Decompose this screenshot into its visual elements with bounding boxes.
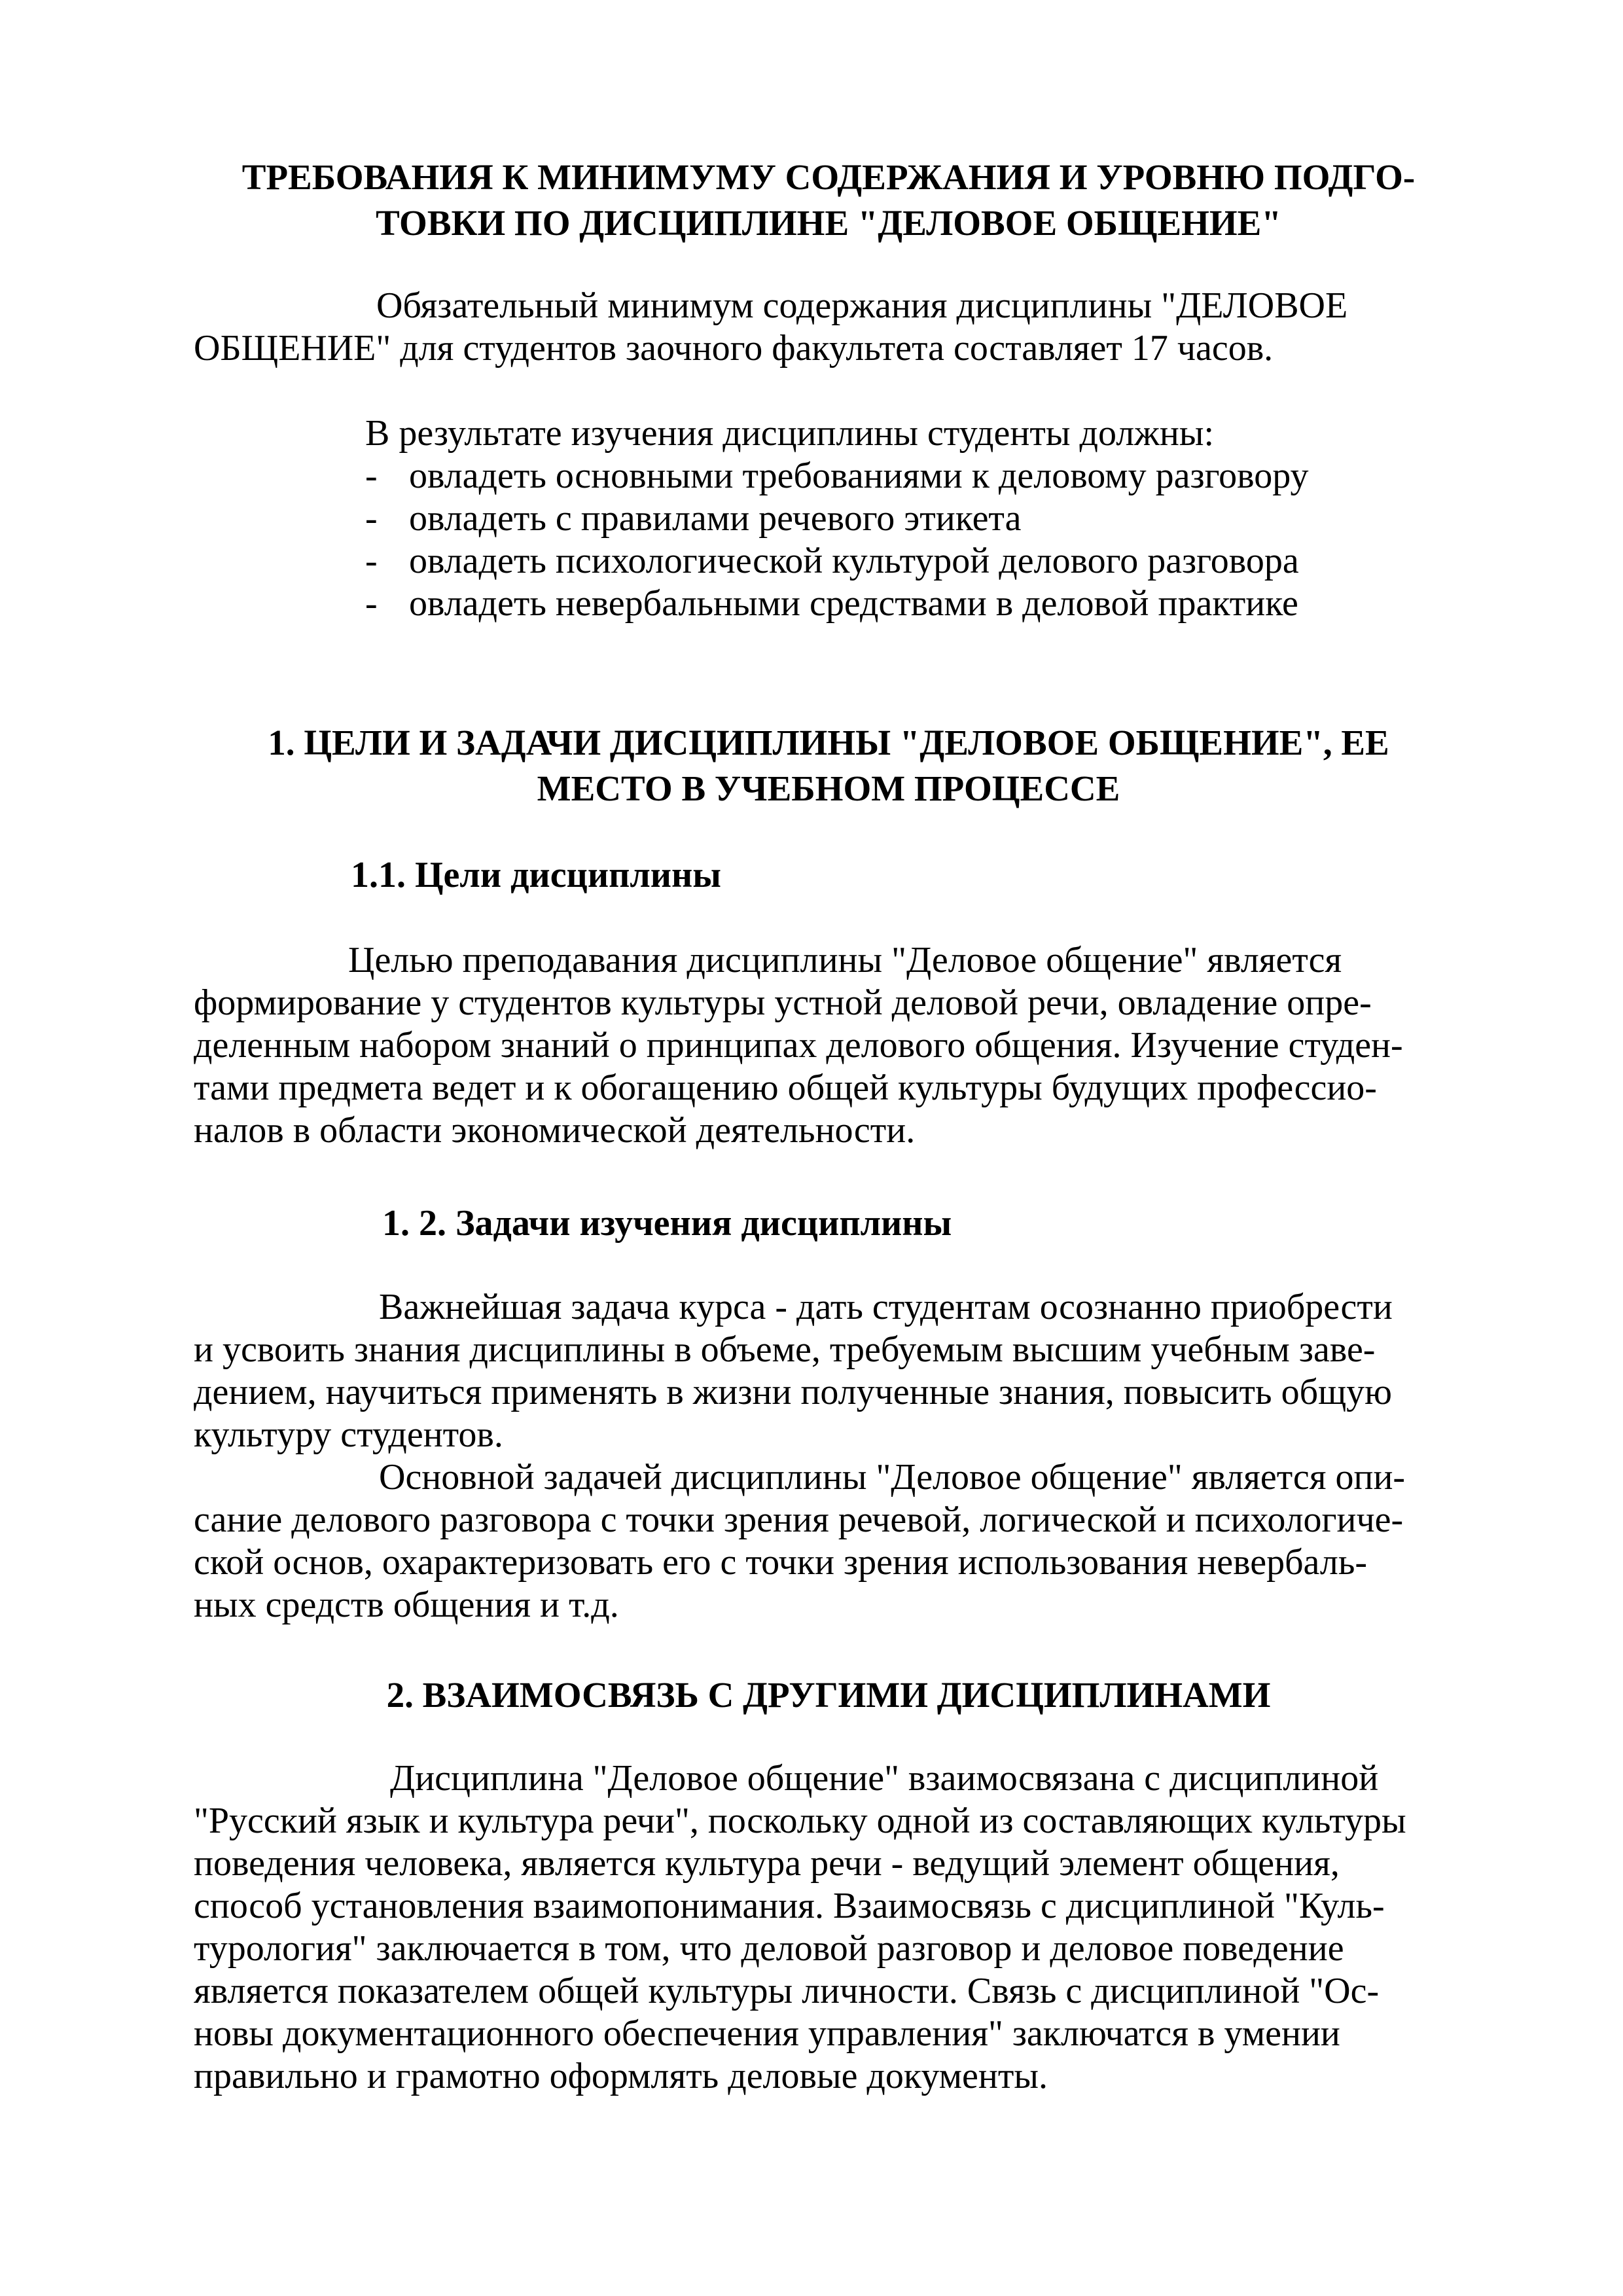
list-item-text: овладеть основными требованиями к деловому разговору <box>409 456 1309 496</box>
tasks-paragraph-1 <box>194 1286 1463 1456</box>
text-line: Целью преподавания дисциплины "Деловое общение" является <box>348 940 1342 980</box>
text-line: правильно и грамотно оформлять деловые документы. <box>194 2056 1048 2096</box>
section-1-title <box>194 720 1463 812</box>
section-title-line: МЕСТО В УЧЕБНОМ ПРОЦЕССЕ <box>537 768 1120 808</box>
text-line: является показателем общей культуры личности. Связь с дисциплиной "Ос- <box>194 1971 1380 2011</box>
list-item <box>365 497 1463 540</box>
list-item <box>365 540 1463 583</box>
text-line: формирование у студентов культуры устной деловой речи, овладение опре- <box>194 982 1372 1023</box>
document-title-line: ТРЕБОВАНИЯ К МИНИМУМУ СОДЕРЖАНИЯ И УРОВНЮ ПОДГО- <box>241 157 1416 197</box>
text-line: турология" заключается в том, что деловой разговор и деловое поведение <box>194 1928 1344 1969</box>
tasks-paragraph-2 <box>194 1456 1463 1626</box>
text-line: новы документационного обеспечения управления" заключатся в умении <box>194 2013 1340 2054</box>
text-line: деленным набором знаний о принципах делового общения. Изучение студен- <box>194 1025 1403 1066</box>
text-line: Основной задачей дисциплины "Деловое общение" является опи- <box>379 1457 1406 1498</box>
goals-paragraph <box>194 939 1463 1152</box>
relations-paragraph <box>194 1757 1463 2098</box>
text-line: поведения человека, является культура речи - ведущий элемент общения, <box>194 1843 1340 1884</box>
outcomes-list <box>194 455 1463 625</box>
text-line: "Русский язык и культура речи", поскольку одной из составляющих культуры <box>194 1801 1406 1841</box>
list-item-text: овладеть психологической культурой делового разговора <box>409 541 1299 581</box>
text-line: Обязательный минимум содержания дисциплины "ДЕЛОВОЕ <box>376 285 1348 326</box>
text-line: дением, научиться применять в жизни полученные знания, повысить общую <box>194 1372 1393 1412</box>
list-item-text: овладеть невербальными средствами в деловой практике <box>409 583 1298 624</box>
intro-paragraph <box>194 285 1463 370</box>
list-dash: - <box>365 498 378 539</box>
list-item-text: овладеть с правилами речевого этикета <box>409 498 1022 539</box>
text-line: сание делового разговора с точки зрения речевой, логической и психологиче- <box>194 1499 1404 1540</box>
text-line: Дисциплина "Деловое общение" взаимосвязана с дисциплиной <box>390 1758 1379 1799</box>
text-line: налов в области экономической деятельности. <box>194 1110 916 1151</box>
text-line: тами предмета ведет и к обогащению общей культуры будущих профессио- <box>194 1067 1377 1108</box>
outcomes-lead: В результате изучения дисциплины студенты должны: <box>365 413 1214 454</box>
text-line: культуру студентов. <box>194 1414 503 1455</box>
text-line: и усвоить знания дисциплины в объеме, требуемым высшим учебным заве- <box>194 1329 1376 1370</box>
text-line: ОБЩЕНИЕ" для студентов заочного факультета составляет 17 часов. <box>194 328 1274 368</box>
text-line: ской основ, охарактеризовать его с точки зрения использования невербаль- <box>194 1542 1368 1583</box>
subsection-1-1-heading: 1.1. Цели дисциплины <box>351 855 722 895</box>
text-line: способ установления взаимопонимания. Взаимосвязь с дисциплиной "Куль- <box>194 1886 1385 1926</box>
list-dash: - <box>365 456 378 496</box>
outcomes-block <box>194 412 1463 625</box>
subsection-1-2-heading: 1. 2. Задачи изучения дисциплины <box>382 1203 952 1244</box>
list-dash: - <box>365 541 378 581</box>
text-line: ных средств общения и т.д. <box>194 1585 619 1625</box>
text-line: Важнейшая задача курса - дать студентам осознанно приобрести <box>379 1287 1393 1327</box>
list-item <box>365 583 1463 625</box>
list-dash: - <box>365 583 378 624</box>
section-title-line: 1. ЦЕЛИ И ЗАДАЧИ ДИСЦИПЛИНЫ "ДЕЛОВОЕ ОБЩЕНИЕ", ЕЕ <box>268 723 1389 762</box>
document-title-line: ТОВКИ ПО ДИСЦИПЛИНЕ "ДЕЛОВОЕ ОБЩЕНИЕ" <box>376 203 1281 243</box>
section-2-title: 2. ВЗАИМОСВЯЗЬ С ДРУГИМИ ДИСЦИПЛИНАМИ <box>386 1675 1271 1715</box>
document-title <box>194 154 1463 246</box>
list-item <box>365 455 1463 497</box>
